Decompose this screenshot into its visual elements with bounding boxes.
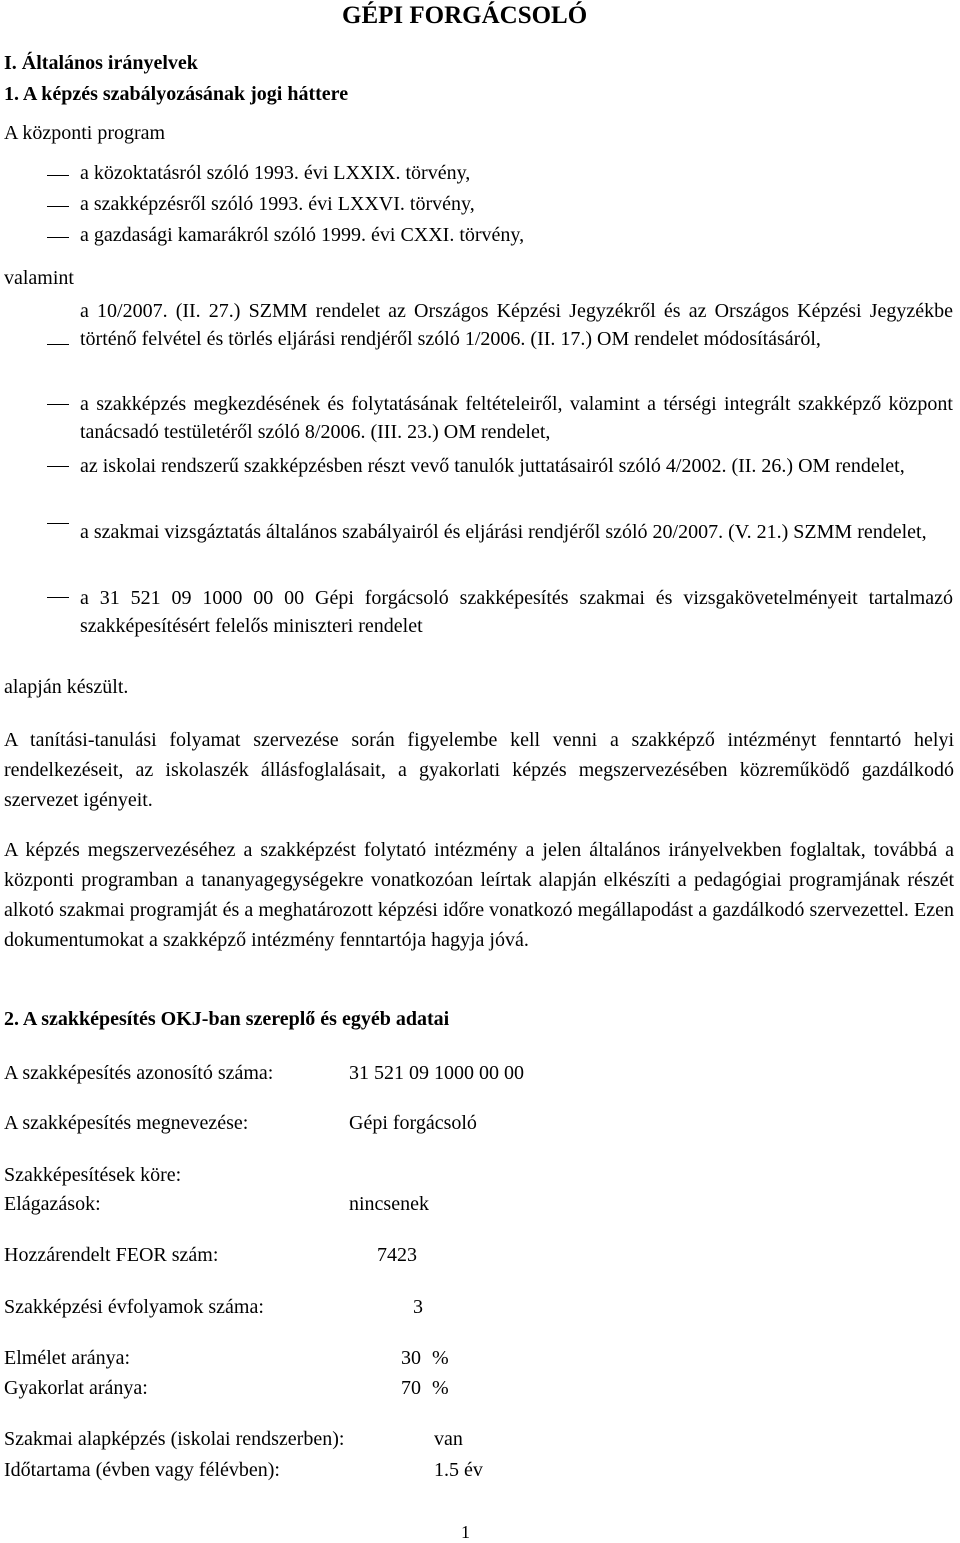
dash-bullet	[47, 175, 69, 176]
section2-heading: 2. A szakképesítés OKJ-ban szereplő és egyéb adatai	[4, 1008, 450, 1030]
field-value: van	[434, 1428, 463, 1450]
field-label: Szakképesítések köre:	[4, 1164, 182, 1186]
regulation-item: a 31 521 09 1000 00 00 Gépi forgácsoló szakképesítés szakmai és vizsgakövetelményeit tartalmazó szakképesítésért felelős miniszteri rendelet	[80, 587, 953, 637]
field-label: Szakképzési évfolyamok száma:	[4, 1296, 264, 1318]
dash-bullet	[47, 597, 69, 598]
dash-bullet	[47, 206, 69, 207]
field-value: 7423	[377, 1244, 417, 1266]
page-title: GÉPI FORGÁCSOLÓ	[342, 2, 588, 29]
field-value: Gépi forgácsoló	[349, 1112, 477, 1134]
outro-text: alapján készült.	[4, 676, 129, 698]
field-value: 3	[413, 1296, 423, 1318]
field-value: nincsenek	[349, 1193, 429, 1215]
field-label: A szakképesítés megnevezése:	[4, 1112, 249, 1134]
field-label: Hozzárendelt FEOR szám:	[4, 1244, 219, 1266]
field-label: Szakmai alapképzés (iskolai rendszerben):	[4, 1428, 345, 1450]
regulation-item: az iskolai rendszerű szakképzésben részt vevő tanulók juttatásairól szóló 4/2002. (II. 26.) OM rendelet,	[80, 455, 905, 477]
regulation-item: a szakmai vizsgáztatás általános szabályairól és eljárási rendjéről szóló 20/2007. (V. 21.) SZMM rendelet,	[80, 521, 927, 543]
field-label: Időtartama (évben vagy félévben):	[4, 1459, 280, 1481]
dash-bullet	[47, 237, 69, 238]
regulation-item: a 10/2007. (II. 27.) SZMM rendelet az Országos Képzési Jegyzékről és az Országos Képzési Jegyzékbe történő felvétel és törlés eljárási rendjéről szóló 1/2006. (II. 17.) OM rendelet módosításáról,	[80, 300, 953, 350]
field-label: Elmélet aránya:	[4, 1347, 131, 1369]
section-heading: I. Általános irányelvek	[4, 52, 198, 74]
intro-text: A központi program	[4, 122, 166, 144]
field-value: 30 %	[401, 1347, 449, 1369]
dash-bullet	[47, 404, 69, 405]
dash-bullet	[47, 523, 69, 524]
law-item: a szakképzésről szóló 1993. évi LXXVI. törvény,	[80, 193, 475, 215]
regulation-item: a szakképzés megkezdésének és folytatásának feltételeiről, valamint a térségi integrált szakképző központ tanácsadó testületéről szóló 8/2006. (III. 23.) OM rendelet,	[80, 393, 953, 443]
field-value: 31 521 09 1000 00 00	[349, 1062, 524, 1084]
page-number: 1	[461, 1522, 470, 1542]
subsection-heading: 1. A képzés szabályozásának jogi háttere	[4, 83, 349, 105]
law-item: a gazdasági kamarákról szóló 1999. évi CXXI. törvény,	[80, 224, 525, 246]
field-label: Gyakorlat aránya:	[4, 1377, 148, 1399]
field-value: 1.5 év	[434, 1459, 483, 1481]
field-label: A szakképesítés azonosító száma:	[4, 1062, 274, 1084]
dash-bullet	[47, 466, 69, 467]
dash-bullet	[47, 344, 69, 345]
field-value: 70 %	[401, 1377, 449, 1399]
paragraph: A tanítási-tanulási folyamat szervezése során figyelembe kell venni a szakképző intézményt fenntartó helyi rendelkezéseit, az iskolaszék állásfoglalásait, a gyakorlati képzés megszervezésében közreműködő gazdálkodó szervezet igényeit.	[4, 729, 954, 811]
law-item: a közoktatásról szóló 1993. évi LXXIX. törvény,	[80, 162, 471, 184]
valamint-text: valamint	[4, 267, 74, 289]
field-label: Elágazások:	[4, 1193, 101, 1215]
paragraph: A képzés megszervezéséhez a szakképzést folytató intézmény a jelen általános irányelvekben foglaltak, továbbá a központi programban a tananyagegységekre vonatkozóan leírtak alapján elkészíti a pedagógiai programjának részét alkotó szakmai programját és a meghatározott képzési időre vonatkozó megállapodást a gazdálkodó szervezettel. Ezen dokumentumokat a szakképző intézmény fenntartója hagyja jóvá.	[4, 839, 954, 951]
